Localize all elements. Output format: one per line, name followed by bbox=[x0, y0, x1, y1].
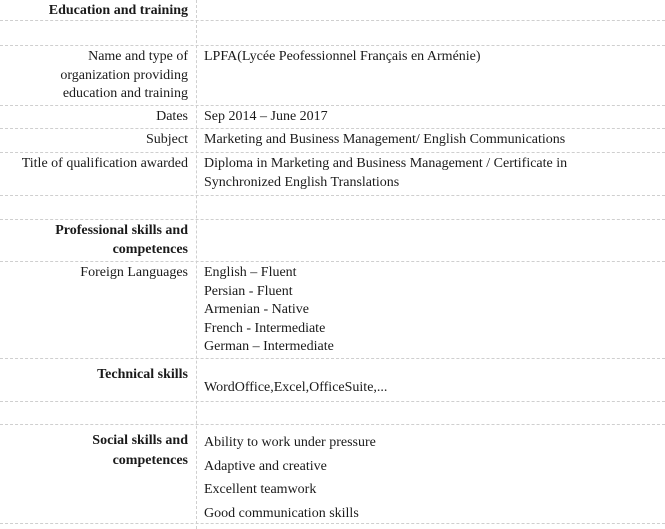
subject-value: Marketing and Business Management/ English Communications bbox=[204, 132, 566, 147]
language-item: German – Intermediate bbox=[204, 339, 334, 354]
languages-row bbox=[0, 262, 665, 359]
language-item: English – Fluent bbox=[204, 265, 297, 280]
section-heading-technical: Technical skills bbox=[97, 367, 188, 382]
dates-row bbox=[0, 106, 665, 129]
heading-line: Professional skills and bbox=[55, 223, 188, 238]
technical-row bbox=[0, 359, 665, 402]
languages-list bbox=[204, 264, 334, 357]
section-row-education bbox=[0, 0, 665, 21]
org-label-line: organization providing bbox=[60, 67, 188, 83]
heading-line: competences bbox=[112, 241, 188, 257]
qualification-row bbox=[0, 153, 665, 196]
spacer-row bbox=[0, 21, 665, 46]
dates-label: Dates bbox=[156, 109, 188, 124]
heading-line: competences bbox=[112, 453, 188, 468]
section-heading-professional bbox=[0, 222, 188, 259]
social-row bbox=[0, 425, 665, 524]
section-row-professional bbox=[0, 220, 665, 262]
org-row bbox=[0, 46, 665, 106]
org-label-line: Name and type of bbox=[88, 49, 188, 64]
language-item: Armenian - Native bbox=[204, 302, 309, 317]
section-heading-education: Education and training bbox=[48, 3, 188, 18]
language-item: French - Intermediate bbox=[204, 320, 326, 336]
social-item: Ability to work under pressure bbox=[204, 435, 376, 450]
dates-value: Sep 2014 – June 2017 bbox=[204, 109, 328, 124]
section-heading-social bbox=[0, 431, 188, 471]
subject-row bbox=[0, 129, 665, 153]
technical-value: WordOffice,Excel,OfficeSuite,... bbox=[204, 380, 388, 395]
social-list bbox=[204, 431, 376, 525]
org-value: LPFA(Lycée Peofessionnel Français en Arménie) bbox=[204, 49, 481, 64]
qualification-label: Title of qualification awarded bbox=[21, 156, 188, 171]
org-label-line: education and training bbox=[62, 86, 188, 101]
languages-label: Foreign Languages bbox=[80, 265, 188, 280]
qualification-value-line: Diploma in Marketing and Business Management / Certificate in bbox=[204, 156, 568, 171]
qualification-value-line: Synchronized English Translations bbox=[204, 174, 400, 190]
qualification-value bbox=[204, 155, 567, 192]
social-item: Excellent teamwork bbox=[204, 482, 317, 497]
social-item: Adaptive and creative bbox=[204, 458, 327, 474]
spacer-row bbox=[0, 196, 665, 220]
language-item: Persian - Fluent bbox=[204, 283, 293, 299]
subject-label: Subject bbox=[146, 132, 188, 147]
heading-line: Social skills and bbox=[92, 433, 188, 448]
org-label bbox=[0, 48, 188, 104]
social-item: Good communication skills bbox=[204, 505, 359, 521]
spacer-row bbox=[0, 402, 665, 425]
